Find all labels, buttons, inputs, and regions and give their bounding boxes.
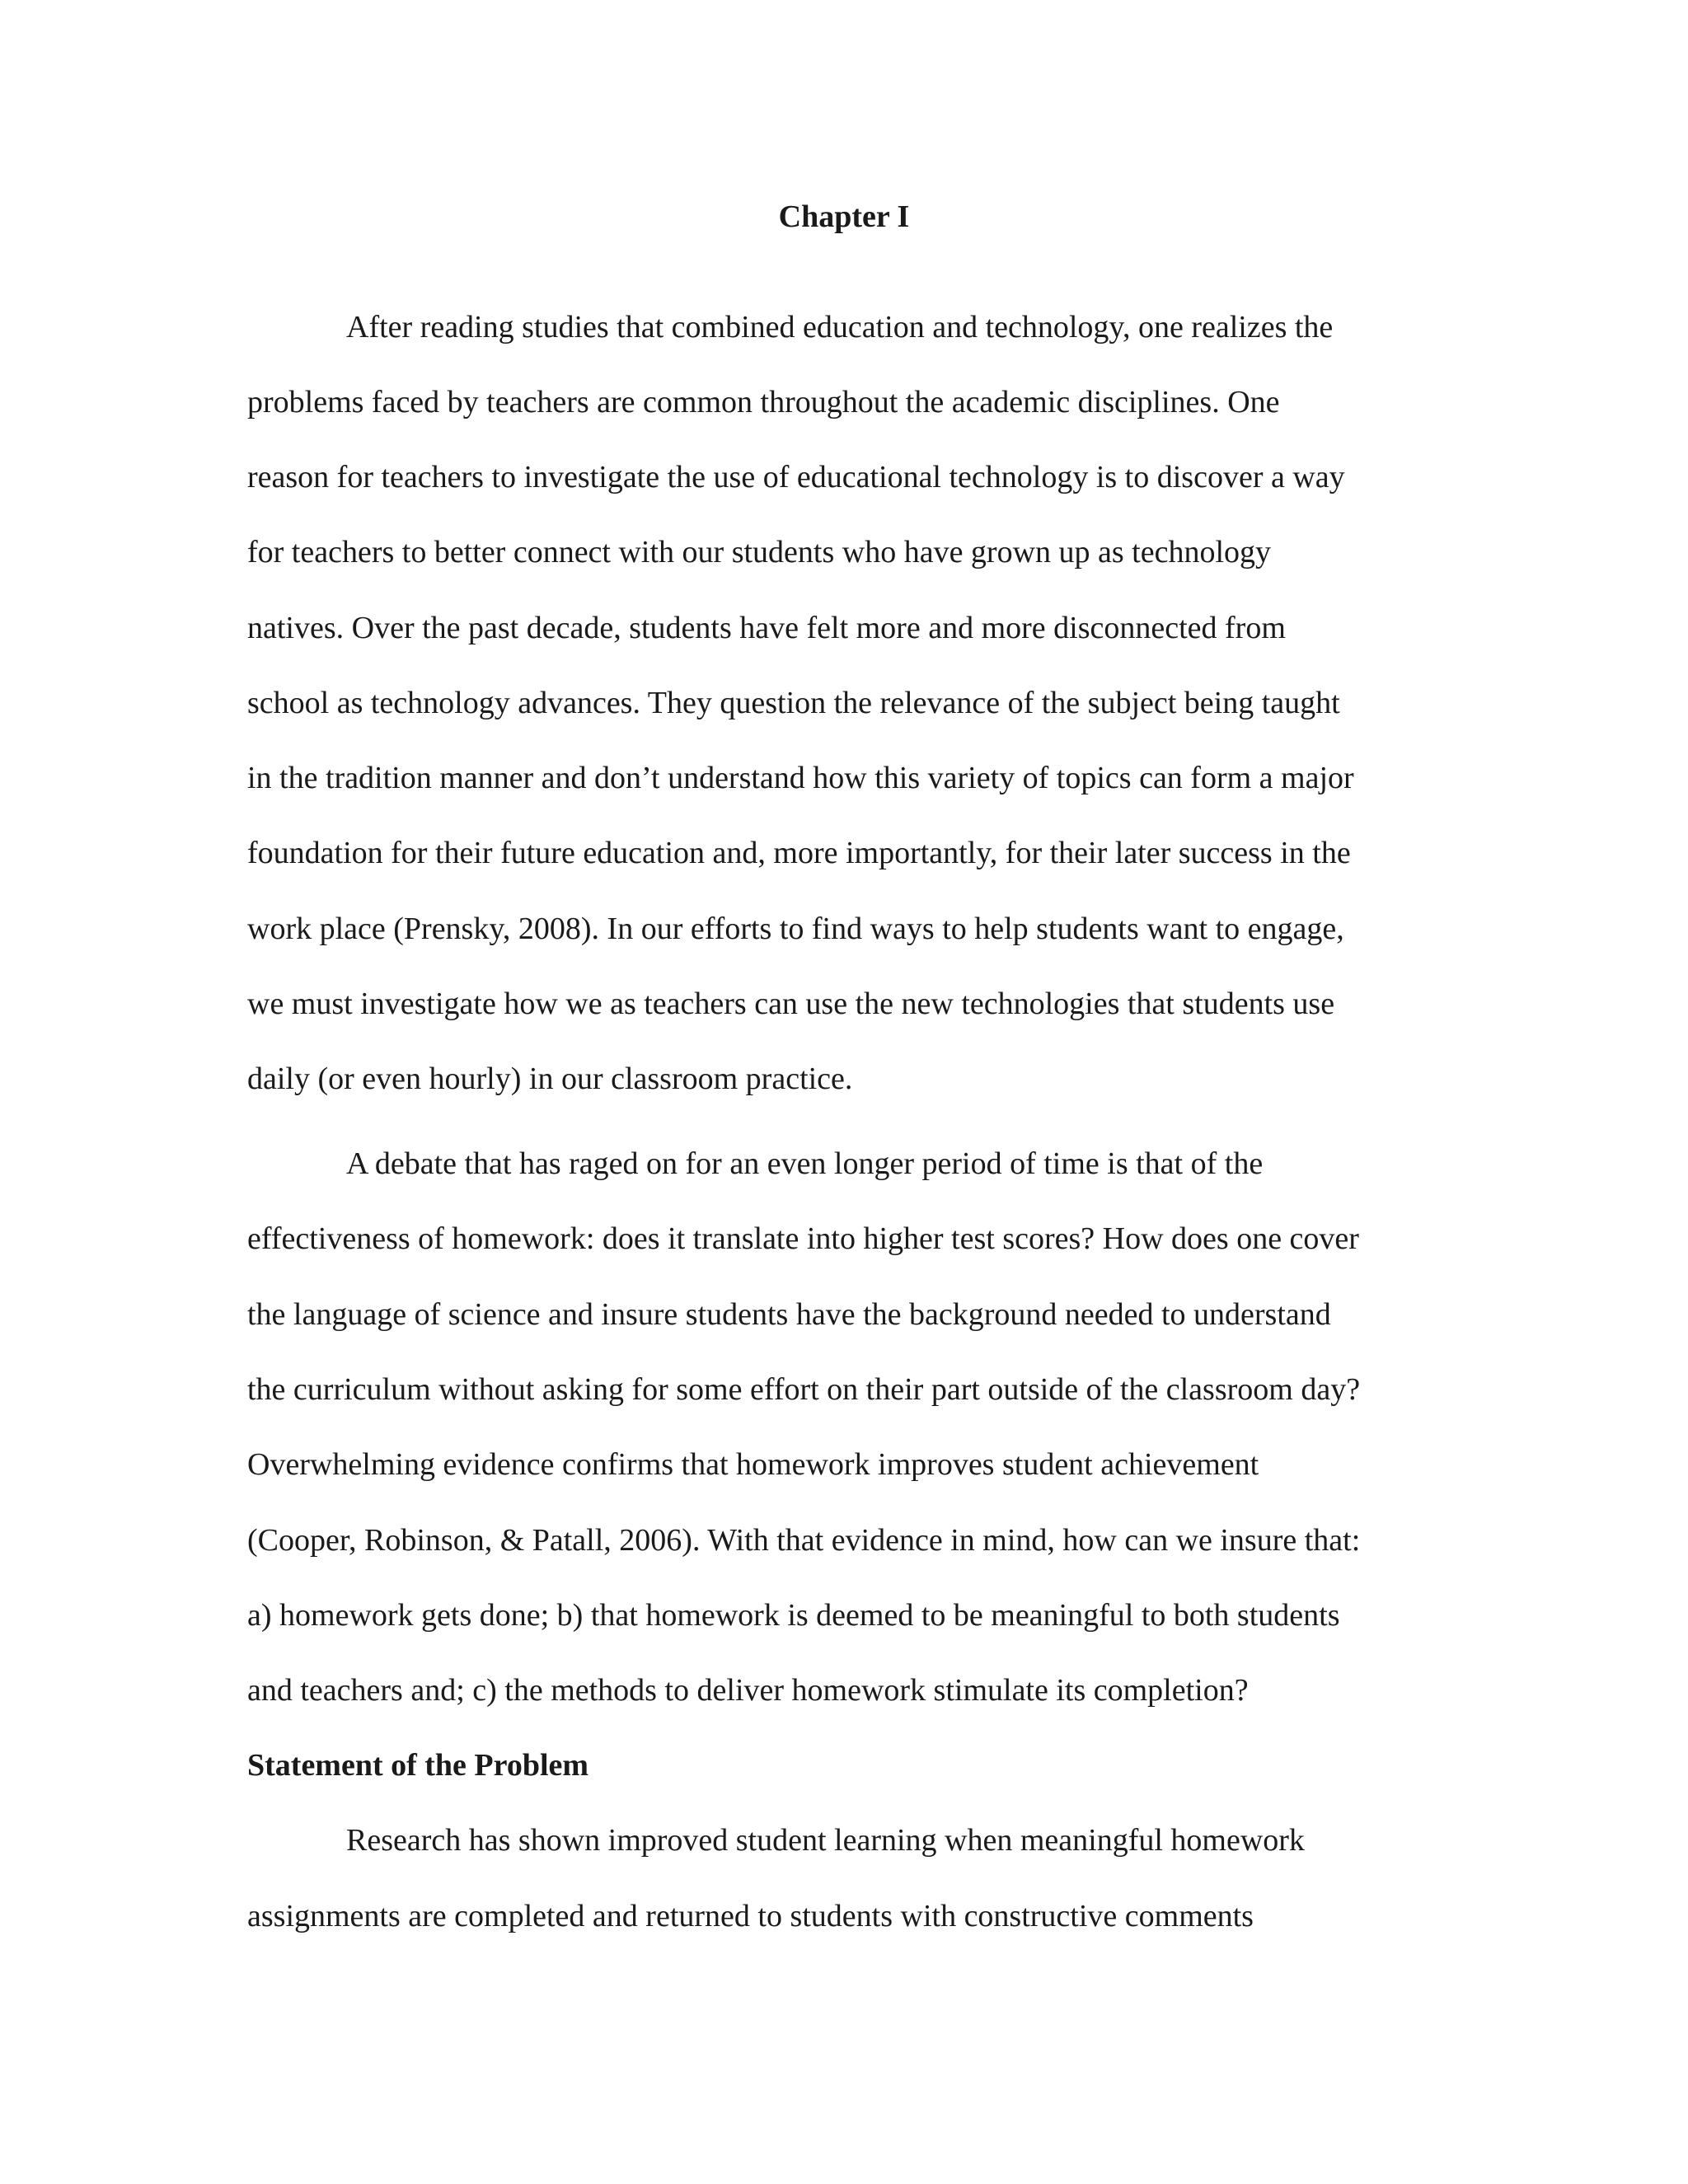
paragraph-1-line-1: After reading studies that combined education and technology, one realizes the — [346, 310, 1334, 344]
paragraph-1-line-4: for teachers to better connect with our students who have grown up as technology — [247, 535, 1272, 569]
section-heading: Statement of the Problem — [247, 1748, 589, 1783]
paragraph-1-line-10: we must investigate how we as teachers can use the new technologies that students use — [247, 987, 1335, 1021]
paragraph-2-line-7: a) homework gets done; b) that homework is deemed to be meaningful to both students — [247, 1598, 1340, 1633]
paragraph-2-line-6: (Cooper, Robinson, & Patall, 2006). With that evidence in mind, how can we insure that: — [247, 1523, 1361, 1558]
paragraph-1-line-3: reason for teachers to investigate the use of educational technology is to discover a way — [247, 460, 1345, 494]
chapter-title: Chapter I — [778, 199, 910, 234]
paragraph-1-line-11: daily (or even hourly) in our classroom practice. — [247, 1062, 853, 1096]
paragraph-3-line-2: assignments are completed and returned to students with constructive comments — [247, 1899, 1254, 1933]
paragraph-2-line-3: the language of science and insure students have the background needed to understand — [247, 1297, 1331, 1332]
paragraph-3-line-1: Research has shown improved student learning when meaningful homework — [346, 1823, 1305, 1858]
paragraph-1-line-2: problems faced by teachers are common throughout the academic disciplines. One — [247, 385, 1280, 419]
paragraph-1-line-8: foundation for their future education and, more importantly, for their later success in the — [247, 836, 1351, 870]
paragraph-2-line-2: effectiveness of homework: does it translate into higher test scores? How does one cover — [247, 1221, 1359, 1256]
paragraph-2-line-1: A debate that has raged on for an even longer period of time is that of the — [346, 1146, 1264, 1181]
paragraph-1-line-6: school as technology advances. They question the relevance of the subject being taught — [247, 686, 1340, 720]
paragraph-2-line-5: Overwhelming evidence confirms that homework improves student achievement — [247, 1447, 1259, 1482]
paragraph-1-line-7: in the tradition manner and don’t understand how this variety of topics can form a major — [247, 761, 1354, 795]
paragraph-2-line-4: the curriculum without asking for some effort on their part outside of the classroom day? — [247, 1372, 1361, 1407]
paragraph-2-line-8: and teachers and; c) the methods to deliver homework stimulate its completion? — [247, 1673, 1249, 1708]
paragraph-1-line-5: natives. Over the past decade, students have felt more and more disconnected from — [247, 611, 1286, 645]
paragraph-1-line-9: work place (Prensky, 2008). In our efforts to find ways to help students want to engage, — [247, 912, 1344, 946]
